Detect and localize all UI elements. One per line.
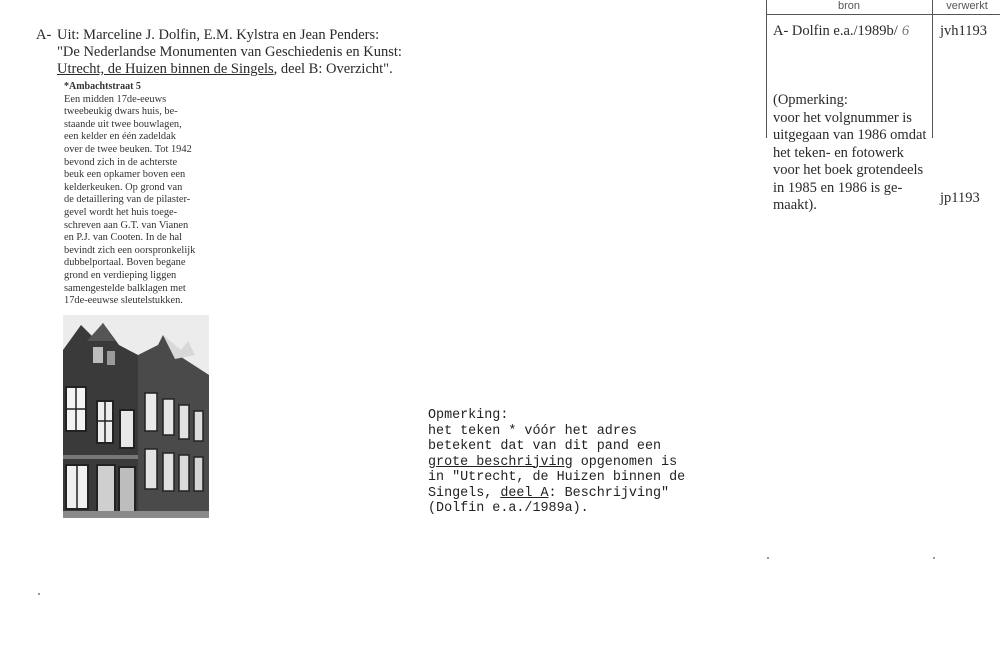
scan-speck (767, 557, 769, 559)
remark-line: (Opmerking: (773, 92, 848, 108)
source-reference-text: A- Dolfin e.a./1989b/ (773, 23, 898, 39)
note-line: het teken * vóór het adres (428, 423, 637, 439)
article-line: staande uit twee bouwlagen, (64, 118, 182, 130)
article-line: beuk een opkamer boven een (64, 169, 186, 181)
article-line: de detaillering van de pilaster- (64, 194, 191, 206)
note-line (428, 486, 685, 502)
note-underlined-phrase: grote beschrijving (428, 454, 573, 470)
article-line: en P.J. van Cooten. In de hal (64, 232, 183, 244)
note-line (428, 455, 685, 471)
article-heading: *Ambachtstraat 5 (64, 81, 141, 92)
source-reference-number: 6 (901, 23, 910, 39)
column-header-verwerkt: verwerkt (946, 0, 988, 12)
scan-speck (38, 593, 40, 595)
citation-book-title: Utrecht, de Huizen binnen de Singels (57, 61, 274, 77)
processed-by-1: jvh1193 (940, 23, 987, 39)
building-photo-drawing (63, 315, 209, 518)
article-line: schreven aan G.T. van Vianen (64, 219, 189, 231)
citation-line-1: Uit: Marceline J. Dolfin, E.M. Kylstra en Jean Penders: (57, 27, 380, 43)
article-line: een kelder en één zadeldak (64, 131, 176, 143)
article-line: grond en verdieping liggen (64, 269, 177, 281)
article-line: dubbelportaal. Boven begane (64, 257, 186, 269)
processed-by-2: jp1193 (940, 190, 980, 206)
remark-line: maakt). (773, 197, 817, 213)
note-line-rest: : Beschrijving" (548, 485, 670, 501)
article-line: Een midden 17de-eeuws (64, 93, 167, 105)
remark-line: voor het boek grotendeels (773, 162, 924, 178)
article-line: over de twee beuken. Tot 1942 (64, 143, 192, 155)
table-header-rule (766, 14, 1000, 15)
citation-prefix: A- (36, 27, 52, 43)
citation-line-3 (36, 61, 456, 78)
article-line: tweebeukig dwars huis, be- (64, 106, 178, 118)
building-photo (63, 315, 209, 518)
note-line-pre: Singels, (428, 485, 501, 501)
note-line: betekent dat van dit pand een (428, 439, 662, 454)
article-line: samengestelde balklagen met (64, 282, 186, 294)
article-line: kelderkeuken. Op grond van (64, 181, 183, 193)
citation-line-2: "De Nederlandse Monumenten van Geschiedenis en Kunst: (57, 44, 402, 60)
table-left-border (766, 0, 767, 138)
note-underlined-part: deel A (500, 485, 549, 501)
article-excerpt (64, 81, 224, 308)
column-header-bron: bron (837, 0, 861, 12)
remark-line: voor het volgnummer is (773, 109, 912, 126)
note-line: (Dolfin e.a./1989a). (428, 501, 589, 516)
article-line: 17de-eeuwse sleutelstukken. (64, 295, 183, 307)
citation-line-3-rest: , deel B: Overzicht". (273, 61, 393, 77)
remark-line: in 1985 en 1986 is ge- (773, 179, 903, 196)
typed-note (428, 408, 685, 517)
table-remark (773, 92, 933, 215)
scan-speck (933, 557, 935, 559)
article-line: gevel wordt het huis toege- (64, 206, 178, 218)
source-citation (36, 27, 456, 78)
article-line: bevond zich in de achterste (64, 156, 178, 168)
note-line: Opmerking: (428, 408, 509, 423)
remark-line: uitgegaan van 1986 omdat (773, 127, 927, 143)
source-reference (773, 23, 909, 40)
remark-line: het teken- en fotowerk (773, 144, 904, 161)
article-line: bevindt zich een oorspronkelijk (64, 244, 196, 256)
note-line-rest: opgenomen is (572, 454, 678, 470)
note-line: in "Utrecht, de Huizen binnen de (428, 470, 686, 485)
